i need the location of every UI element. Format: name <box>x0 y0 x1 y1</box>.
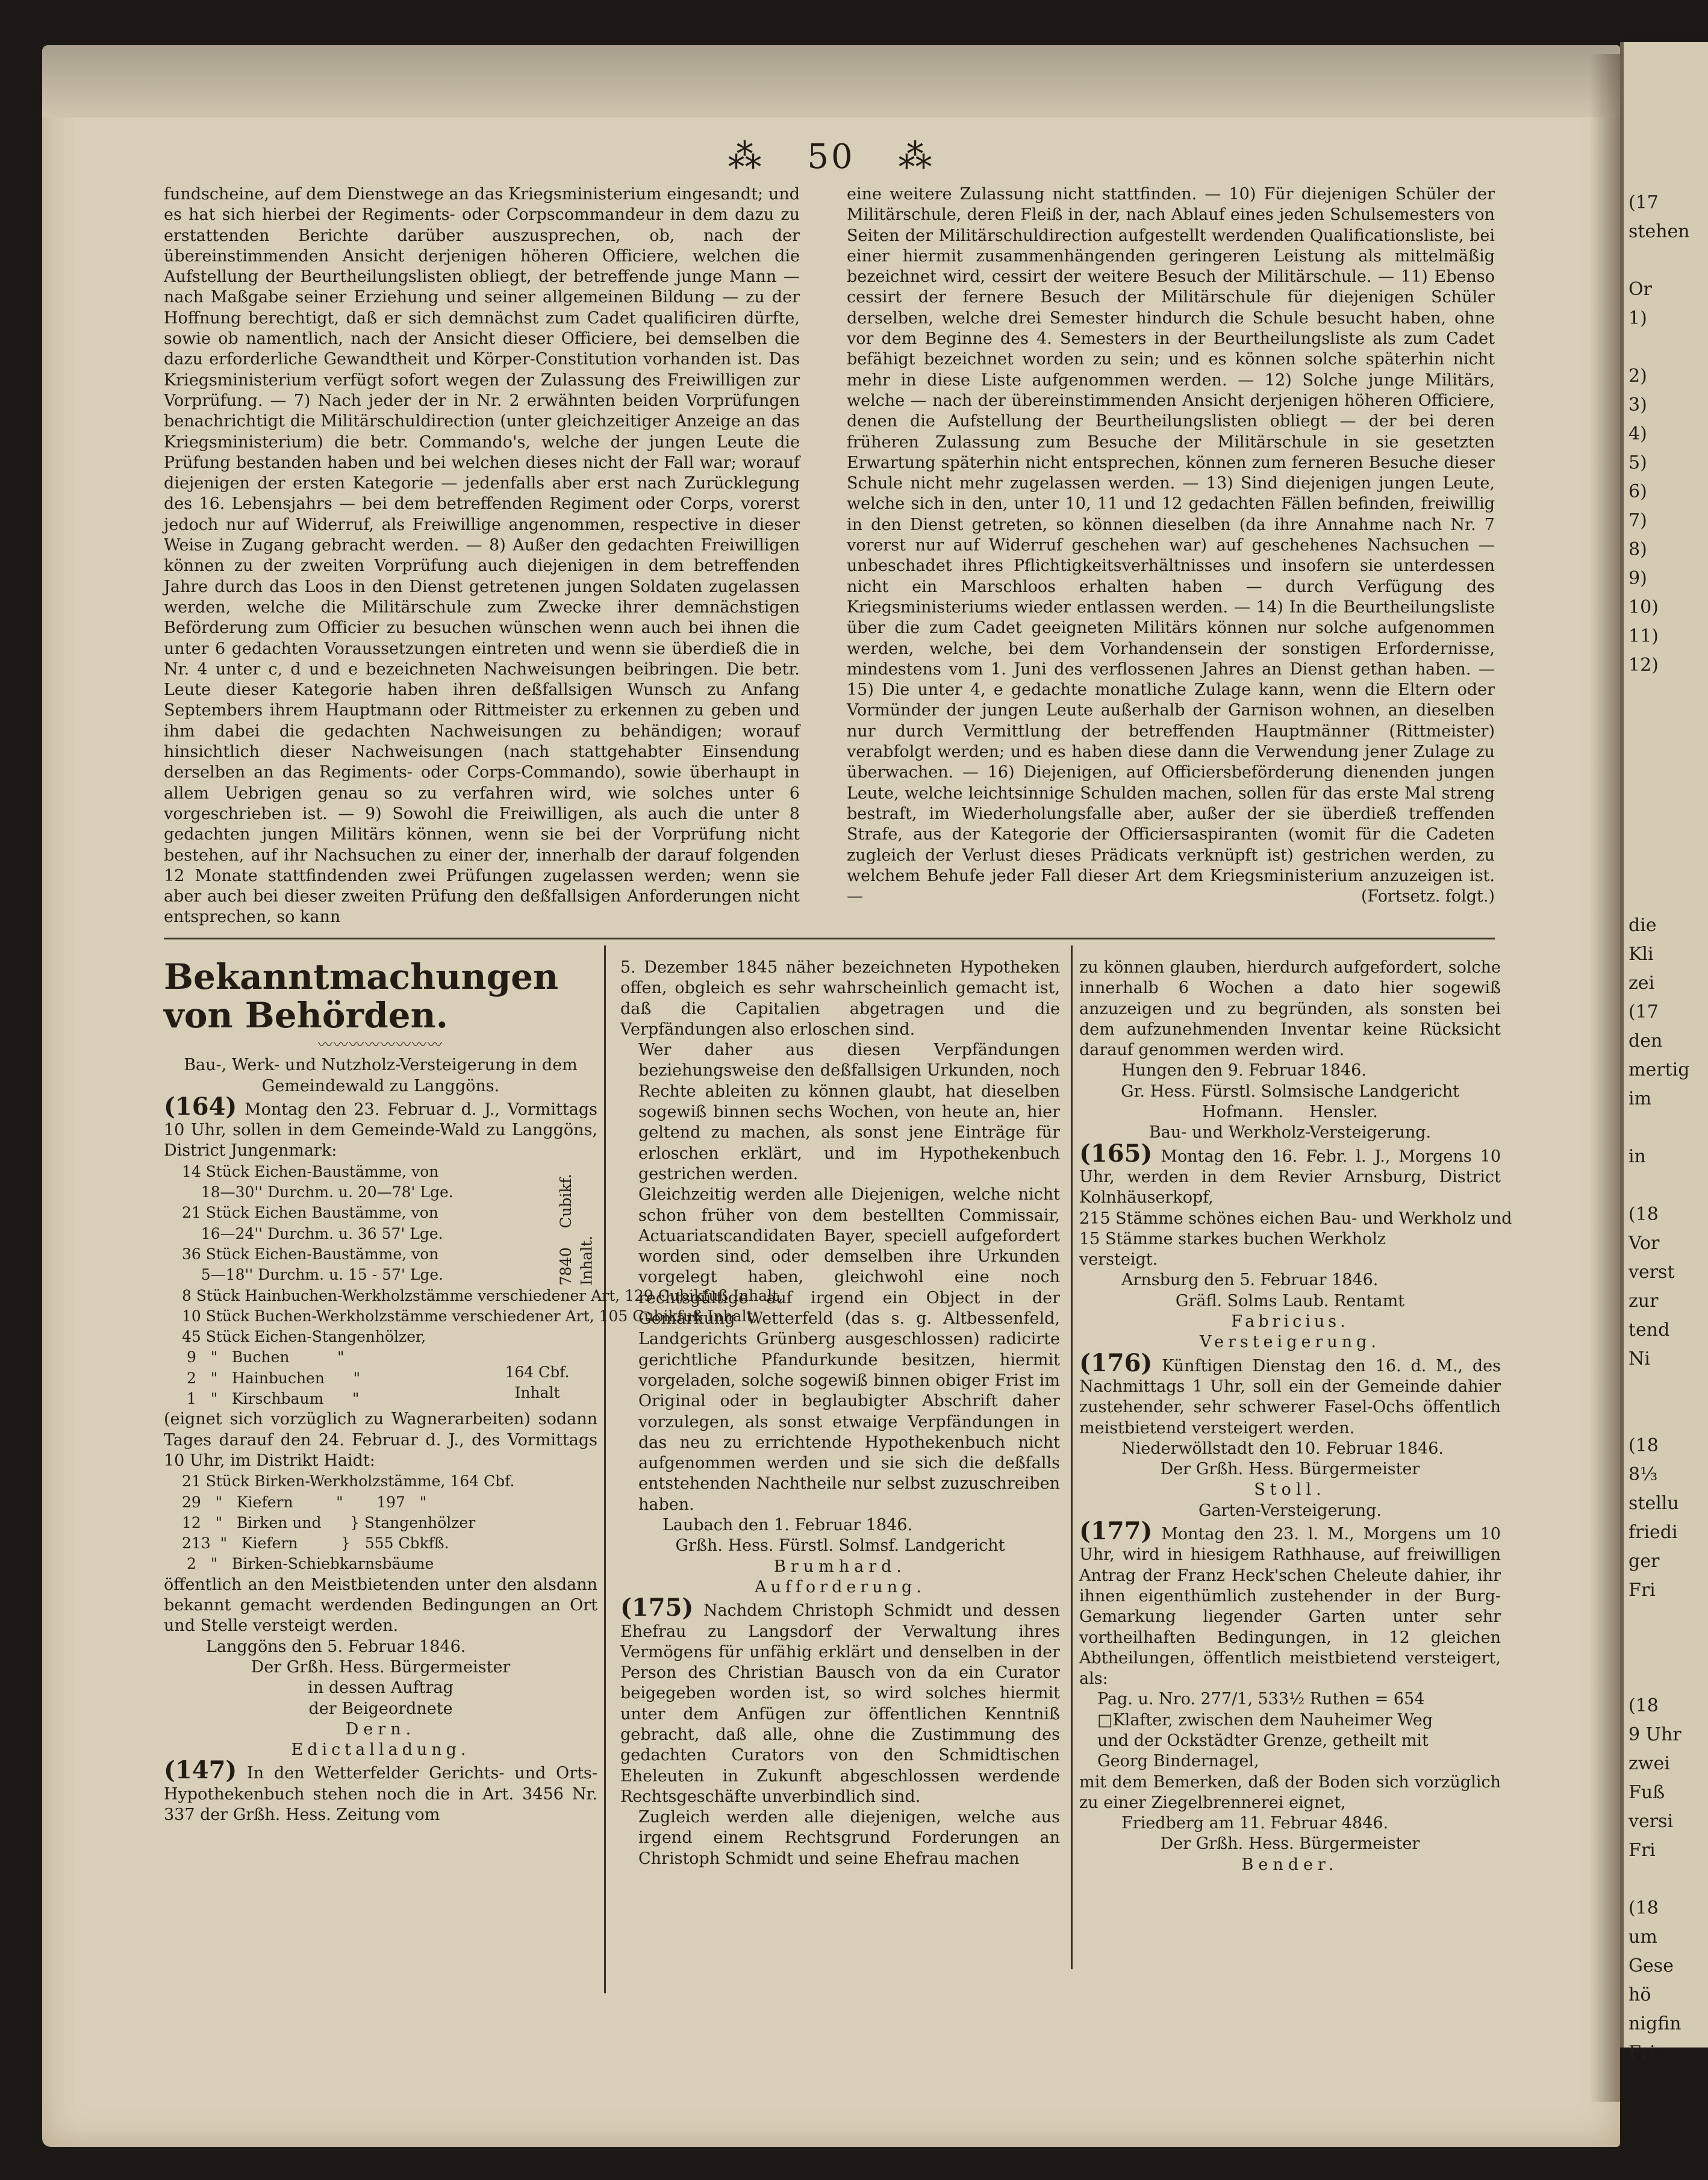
facing-page-fragment-line: 9 Uhr <box>1629 1724 1682 1745</box>
facing-page-fragment-line: 7) <box>1629 510 1647 531</box>
notice-165-title: Bau- und Werkholz-Versteigerung. <box>1149 1123 1432 1142</box>
facing-page-fragment-line: Kli <box>1629 944 1654 965</box>
notice-177-text <box>1079 1517 1501 1689</box>
notice-176-text <box>1079 1348 1501 1439</box>
facing-page-fragment-line: (18 <box>1629 1204 1659 1225</box>
facing-page-fragment-line: 3) <box>1629 394 1647 416</box>
notice-147-cont-3: Gleichzeitig werden alle Diejenigen, welche nicht schon früher von dem bestellten Commissair, Actuariatscandidaten Bayer, speciell aufgefordert worden sind, oder demselben ihre Urkunden vorgelegt haben, gleichwohl eine noch rechtsgültige auf irgend ein Object in der Gemarkung Wetterfeld (das s. g. Altbessenfeld, Landgerichts Grünberg ausgeschlossen) radicirte gerichtliche Pfandurkunde besitzen, hiermit vorgeladen, solche sogewiß binnen obiger Frist im Original oder in beglaubigter Abschrift daher vorzulegen, als sonst etwaige Verpfändungen in das neu zu errichtende Hypothekenbuch nicht aufgenommen werden und sie sich die deßfalls entstehenden Nachtheile nur selbst zuzuschreiben haben. <box>638 1185 1060 1514</box>
lot-2-tail: (eignet sich vorzüglich zu Wagnerarbeiten) sodann Tages darauf den 24. Februar d. J., des Vormittags 10 Uhr, im Distrikt Haidt: <box>164 1410 597 1470</box>
article-right-body: eine weitere Zulassung nicht stattfinden. — 10) Für diejenigen Schüler der Militärschule, deren Fleiß in der, nach Ablauf eines jeden Schulsemesters von Seiten der Militärschuldirection aufgestellt werdenden Qualificationsliste, bei einer hiermit zusammenhängenden geringeren Leistung als mittelmäßig bezeichnet wird, cessirt der weitere Besuch der Militärschule. — 11) Ebenso cessirt der fernere Besuch der Militärschule für diejenigen Schüler derselben, welche drei Semester hindurch die Schule besucht haben, ohne vor dem Beginne des 4. Semesters in der Beurtheilungsliste als zum Cadet befähigt bezeichnet worden zu sein; und es können solche späterhin nicht mehr in diese Liste aufgenommen werden. — 12) Solche junge Militärs, welche — nach der übereinstimmenden Ansicht derjenigen höheren Officiere, denen die Aufstellung der Beurtheilungslisten obliegt — der bei deren früheren Zulassung zum Besuche der Militärschule in sie gesetzten Erwartung späterhin nicht entsprechen, können zum ferneren Besuche dieser Schule nicht mehr zugelassen werden. — 13) Sind diejenigen jungen Leute, welche sich in den, unter 10, 11 und 12 gedachten Fällen befinden, freiwillig in den Dienst getreten, so können dieselben (da ihre Annahme nach Nr. 7 vorerst nur auf Widerruf geschehen war) auf geschehenes Nachsuchen — unbeschadet ihres Pflichtigkeitsverhältnisses und insofern sie unterdessen nicht ein Marschloos erhalten haben — durch Verfügung des Kriegsministeriums wieder entlassen werden. — 14) In die Beurtheilungsliste über die zum Cadet geeigneten Militärs können nur solche aufgenommen werden, welche, bei dem Vorhandensein der sonstigen Erfordernisse, mindestens vom 1. Juni des verflossenen Jahres an Dienst gethan haben. — 15) Die unter 4, e gedachte monatliche Zulage kann, wenn die Eltern oder Vormünder der jungen Leute außerhalb der Garnison wohnen, an dieselben nur durch Vermittlung der betreffenden Hauptmänner (Rittmeister) verabfolgt werden; und es haben diese dann die Verwendung jener Zulage zu überwachen. — 16) Diejenigen, auf Officiersbeförderung dienenden jungen Leute, welche leichtsinnige Schulden machen, sollen für das erste Mal streng bestraft, im Wiederholungsfalle aber, außer der sie überdieß treffenden Strafe, aus der Kategorie der Officiersaspiranten (womit für die Cadeten zugleich der Verlust dieses Prädicats verknüpft ist) gestrichen werden, zu welchem Behufe jeder Fall dieser Art dem Kriegsministerium anzuzeigen ist. — <box>847 185 1495 906</box>
facing-page-fragment-line: Or <box>1629 279 1652 300</box>
article-right-text <box>847 184 1495 907</box>
notice-176-number: (176) <box>1079 1348 1153 1377</box>
notice-147-cont-1: 5. Dezember 1845 näher bezeichneten Hypotheken offen, obgleich es sehr wahrscheinlich gemacht ist, daß die Capitalien abgetragen und die Verpfändungen also erloschen sind. <box>620 958 1060 1039</box>
facing-page-fragment-line: tend <box>1629 1319 1670 1341</box>
facing-page-fragment-line: zei <box>1629 973 1655 994</box>
facing-page-fragment-line: in <box>1629 1146 1646 1167</box>
facing-page-fragment-line: 8) <box>1629 539 1647 560</box>
lot-1-list: 14 Stück Eichen-Baustämme, von 18—30'' Durchm. u. 20—78' Lge. 21 Stück Eichen Baustämme, von 16—24'' Durchm. u. 36 57' Lge. 36 Stück Eichen-Baustämme, von 5—18'' Durchm. u. 15 - 57' Lge. <box>182 1162 453 1284</box>
notice-165-tail: versteigt. <box>1079 1250 1158 1269</box>
notice-164-sig3: der Beigeordnete <box>308 1699 453 1718</box>
notice-176-sig2: Stoll. <box>1254 1480 1326 1500</box>
facing-page-fragment-line: (18 <box>1629 1435 1659 1456</box>
page-number <box>711 137 952 176</box>
facing-page-fragment-line: hö <box>1629 1984 1651 2005</box>
notice-175-text-2: Zugleich werden alle diejenigen, welche aus irgend einem Rechtsgrund Forderungen an Christoph Schmidt und seine Ehefrau machen <box>638 1808 1060 1868</box>
facing-page-fragment-line: 12) <box>1629 655 1659 676</box>
lot-1-note: 7840 Cubikf. Inhalt. <box>557 1173 596 1286</box>
lot-2 <box>164 1286 628 1410</box>
notice-147-text <box>164 1756 597 1825</box>
notice-177-inventory: Pag. u. Nro. 277/1, 533½ Ruthen = 654 □Klafter, zwischen dem Nauheimer Weg und der Ockstädter Grenze, getheilt mit Georg Bindernagel, <box>1097 1690 1433 1771</box>
lot-2-list: 8 Stück Hainbuchen-Werkholzstämme verschiedener Art, 10 Stück Buchen-Werkholzstämme verschiedener Art, 105 45 Stück Eichen-Stangenhölzer, 9 " Buchen " 2 " Hainbuchen " 1 " Kirschbaum " <box>182 1286 628 1408</box>
facing-page-fragment-line: ger <box>1629 1551 1660 1572</box>
facing-page-fragment-line: zur <box>1629 1291 1659 1312</box>
notice-147-number: (147) <box>164 1756 237 1785</box>
facing-page-fragment-line: 9) <box>1629 568 1647 589</box>
notice-177-number: (177) <box>1079 1517 1153 1546</box>
lot-1 <box>164 1162 597 1286</box>
facing-page-fragment-line: Vor <box>1629 1233 1660 1254</box>
article-left-text: fundscheine, auf dem Dienstwege an das Kriegsministerium eingesandt; und es hat sich hierbei der Regiments- oder Corpscommandeur in dem dazu zu erstattenden Berichte darüber auszusprechen, ob, nach der übereinstimmenden Ansicht derjenigen höheren Officiere, welchen die Aufstellung der Beurtheilungslisten obliegt, der betreffende junge Mann — nach Maßgabe seiner Erziehung und seiner allgemeinen Bildung — zu der Hoffnung berechtigt, daß er sich demnächst zum Cadet qualificiren dürfte, sowie ob namentlich, nach der Ansicht dieser Officiere, bei demselben die dazu erforderliche Gewandtheit und Körper-Constitution vorhanden ist. Das Kriegsministerium verfügt sofort wegen der Zulassung des Freiwilligen zur Vorprüfung. — 7) Nach jeder der in Nr. 2 erwähnten beiden Vorprüfungen benachrichtigt die Militärschuldirection (unter gleichzeitiger Anzeige an das Kriegsministerium) die betr. Commando's, welche der jungen Leute die Prüfung bestanden haben und bei welchen dieses nicht der Fall war; worauf diejenigen der ersten Kategorie — jedenfalls aber erst nach Zurücklegung des 16. Lebensjahrs — bei dem betreffenden Regiment oder Corps, vorerst jedoch nur auf Widerruf, als Freiwillige angenommen, respective in dieser Weise in Zugang gebracht werden. — 8) Außer den gedachten Freiwilligen können zu der zweiten Vorprüfung auch diejenigen in dem betreffenden Jahre durch das Loos in den Dienst getretenen jungen Soldaten zugelassen werden, welche die Militärschule zum Zwecke ihrer demnächstigen Beförderung zum Officier zu besuchen wünschen wenn auch bei ihnen die unter 6 gedachten Voraussetzungen eintreten und wenn sie überdieß die in Nr. 4 unter c, d und e bezeichneten Nachweisungen beibringen. Die betr. Leute dieser Kategorie haben ihren deßfallsigen Wunsch zu Anfang Septembers ihrem Hauptmann oder Rittmeister zu erkennen zu geben und ihm dabei die gedachten Nachweisungen zu behändigen; worauf hinsichtlich dieser Nachweisungen (nach stattgehabter Einsendung derselben an das Regiments- oder Corps-Commando), sowie überhaupt in allem Uebrigen genau so zu verfahren wird, wie solches unter 6 vorgeschrieben ist. — 9) Sowohl die Freiwilligen, als auch die unter 8 gedachten jungen Militärs können, wenn sie bei der Vorprüfung nicht bestehen, auf ihr Nachsuchen zu einer der, innerhalb der darauf folgenden 12 Monate stattfindenden zwei Prüfungen zugelassen werden; wenn sie aber auch bei dieser zweiten Prüfung den deßfallsigen Anforderungen nicht entsprechen, so kann <box>164 185 800 927</box>
facing-page-fragment-line: 6) <box>1629 481 1647 502</box>
notice-175-title: Aufforderung. <box>755 1577 926 1596</box>
notice-175-text <box>620 1593 1060 1807</box>
notice-165-place: Arnsburg den 5. Februar 1846. <box>1121 1271 1379 1290</box>
notice-164-intro-text: Montag den 23. Februar d. J., Vormittags 10 Uhr, sollen in dem Gemeinde-Wald zu Langgöns, District Jungenmark: <box>164 1100 597 1160</box>
notice-176-place: Niederwöllstadt den 10. Februar 1846. <box>1121 1439 1444 1458</box>
notice-164-title: Bau-, Werk- und Nutzholz-Versteigerung in dem Gemeindewald zu Langgöns. <box>184 1056 578 1095</box>
facing-page-fragment-line: stehen <box>1629 221 1690 242</box>
notice-177-title: Garten-Versteigerung. <box>1198 1501 1382 1520</box>
ornament-left: ⁂ <box>728 137 764 176</box>
notice-164-sig1: Der Grßh. Hess. Bürgermeister <box>251 1657 511 1677</box>
notice-175-place: Hungen den 9. Februar 1846. <box>1121 1061 1367 1080</box>
book-spine-shadow <box>1590 54 1620 2102</box>
facing-page-fragment-line: mertig <box>1629 1059 1690 1080</box>
notice-147-title: Edictalladung. <box>291 1740 470 1760</box>
notices-column-1 <box>164 956 628 1825</box>
facing-page-fragment-line: die <box>1629 915 1657 936</box>
lot-3-list: 21 Stück Birken-Werkholzstämme, 164 Cbf. 29 " Kiefern " 197 " 12 " Birken und } Stangenhölzer 213 " Kiefern } 555 Cbkfß. 2 " Birken-Schiebkarnsbäume <box>182 1472 515 1573</box>
facing-page-fragment-line: (18 <box>1629 1898 1659 1919</box>
notices-column-2 <box>620 958 1060 1869</box>
notice-177-place: Friedberg am 11. Februar 4846. <box>1121 1814 1389 1833</box>
page-top-edge <box>42 45 1620 117</box>
continuation-note: (Fortsetz. folgt.) <box>1360 887 1495 906</box>
facing-page-fragment-line: 4) <box>1629 423 1647 444</box>
page-number-value: 50 <box>807 137 855 176</box>
notice-177-tail: mit dem Bemerken, daß der Boden sich vorzüglich zu einer Ziegelbrennerei eignet, <box>1079 1772 1501 1812</box>
facing-page-fragment-line: um <box>1629 1926 1657 1948</box>
notice-177-sig2: Bender. <box>1241 1855 1339 1874</box>
notice-165-body: Montag den 16. Febr. l. J., Morgens 10 Uhr, werden in dem Revier Arnsburg, District Kolnhäuserkopf, <box>1079 1147 1501 1207</box>
article-right-column <box>847 184 1495 907</box>
notice-164-sig4: Dern. <box>345 1719 416 1739</box>
notice-175-number: (175) <box>620 1593 694 1622</box>
notice-176-title: Versteigerung. <box>1199 1333 1381 1352</box>
section-divider <box>164 938 1495 939</box>
facing-page-fragment-line: 5) <box>1629 452 1647 473</box>
facing-page-fragment-line: friedi <box>1629 1522 1678 1543</box>
column-rule-1 <box>604 945 606 1993</box>
facing-page-fragment-line: versi <box>1629 1811 1674 1832</box>
column-rule-2 <box>1071 945 1073 1969</box>
notices-heading: Bekanntmachungen von Behörden. <box>164 956 559 1036</box>
notice-165-text <box>1079 1139 1501 1209</box>
facing-page-fragment-line: 8⅓ <box>1629 1464 1658 1485</box>
facing-page-fragment-line: 11) <box>1629 626 1659 647</box>
notice-176-sig1: Der Grßh. Hess. Bürgermeister <box>1160 1460 1420 1479</box>
notice-147-sig1: Grßh. Hess. Fürstl. Solmsf. Landgericht <box>675 1536 1005 1556</box>
notice-147-place: Laubach den 1. Februar 1846. <box>662 1516 913 1535</box>
facing-page-fragment-line: verst <box>1629 1262 1675 1283</box>
notice-165-sig2: Fabricius. <box>1231 1312 1349 1331</box>
notice-164-tail: öffentlich an den Meistbietenden unter den alsdann bekannt gemacht werdenden Bedingungen an Ort und Stelle versteigt werden. <box>164 1575 597 1636</box>
facing-page-fragment-line: im <box>1629 1088 1652 1109</box>
notices-column-3 <box>1079 958 1512 1875</box>
facing-page-fragment-line: Ni <box>1629 1348 1650 1369</box>
facing-page-fragment-line: Fri <box>1629 1840 1656 1861</box>
facing-page-fragment <box>1620 42 1708 2063</box>
notice-165-inventory: 215 Stämme schönes eichen Bau- und Werkholz und 15 Stämme starkes buchen Werkholz <box>1079 1209 1512 1248</box>
facing-page-fragment-line: (18 <box>1629 1695 1659 1716</box>
notice-165-sig1: Gräfl. Solms Laub. Rentamt <box>1175 1291 1405 1310</box>
facing-page-fragment-line: 1) <box>1629 308 1647 329</box>
notice-177-body: Montag den 23. l. M., Morgens um 10 Uhr, wird in hiesigem Rathhause, auf freiwilligen Antrag der Franz Heck'schen Cheleute dahier, ihr ihnen eigenthümlich zustehender in der Burg-Gemarkung liegender Garten unter sehr vortheilhaften Bedingungen, in 12 gleichen Abtheilungen, öffentlich meistbietend versteigert, als: <box>1079 1525 1501 1689</box>
notice-175-cont: zu können glauben, hierdurch aufgefordert, solche innerhalb 6 Wochen a dato hier sogewiß anzuzeigen und zu begründen, als sonsten bei dem aufzunehmenden Inventar keine Rücksicht darauf genommen werden wird. <box>1079 958 1501 1060</box>
notice-164-sig2: in dessen Auftrag <box>308 1678 453 1698</box>
notice-147-sig2: Brumhard. <box>774 1557 906 1576</box>
notice-177-sig1: Der Grßh. Hess. Bürgermeister <box>1160 1834 1420 1854</box>
facing-page-fragment-line: Fri <box>1629 2042 1656 2063</box>
notice-175-body: Nachdem Christoph Schmidt und dessen Ehefrau zu Langsdorf der Verwaltung ihres Vermögens für unfähig erklärt und denselben in der Person des Christian Bausch von da ein Curator beigegeben worden ist, so wird solches hiermit unter dem Anfügen zur öffentlichen Kenntniß gebracht, daß alle, ohne die Zustimmung des gedachten Curators von den Schmidtischen Eheleuten in Zukunft abgeschlossen werdende Rechtsgeschäfte unverbindlich sind. <box>620 1601 1060 1806</box>
facing-page-fragment-line: nigfin <box>1629 2013 1682 2034</box>
notice-147-cont-2: Wer daher aus diesen Verpfändungen beziehungsweise den deßfallsigen Urkunden, noch Rechte ableiten zu können glaubt, hat dieselben sogewiß binnen sechs Wochen, von heute an, hier geltend zu machen, als sonst jene Einträge für erloschen erklärt, und im Hypothekenbuch gestrichen werden. <box>638 1041 1060 1183</box>
notice-147-body: In den Wetterfelder Gerichts- und Orts-Hypothekenbuch stehen noch die in Art. 3456 Nr. 337 der Grßh. Hess. Zeitung vom <box>164 1764 597 1824</box>
lot-2-note: 164 Cbf. Inhalt <box>505 1363 570 1402</box>
notice-164-place: Langgöns den 5. Februar 1846. <box>206 1637 466 1656</box>
facing-page-fragment-line: den <box>1629 1030 1663 1051</box>
facing-page-fragment-line: (17 <box>1629 1001 1659 1023</box>
facing-page-fragment-line: 2) <box>1629 366 1647 387</box>
notice-164-number: (164) <box>164 1092 237 1121</box>
heading-ornament: 〰〰〰〰〰〰〰〰 <box>318 1036 443 1053</box>
notice-175-sig1: Gr. Hess. Fürstl. Solmsische Landgericht <box>1121 1082 1459 1101</box>
notice-175-sig2: Hofmann. Hensler. <box>1202 1103 1378 1122</box>
facing-page-fragment-line: Fri <box>1629 1580 1656 1601</box>
facing-page-fragment-line: Gese <box>1629 1955 1674 1976</box>
notice-176-body: Künftigen Dienstag den 16. d. M., des Nachmittags 1 Uhr, soll ein der Gemeinde dahier zustehender, sehr schwerer Fasel-Ochs öffentlich meistbietend versteigert werden. <box>1079 1356 1501 1437</box>
notice-165-number: (165) <box>1079 1139 1153 1168</box>
ornament-right: ⁂ <box>898 137 935 176</box>
facing-page-fragment-line: stellu <box>1629 1493 1679 1514</box>
facing-page-fragment-line: (17 <box>1629 192 1659 213</box>
facing-page-fragment-line: zwei <box>1629 1753 1670 1774</box>
facing-page-fragment-line: 10) <box>1629 597 1659 618</box>
notice-164-intro <box>164 1092 597 1162</box>
article-left-column <box>164 184 800 928</box>
facing-page-fragment-line: Fuß <box>1629 1782 1665 1803</box>
